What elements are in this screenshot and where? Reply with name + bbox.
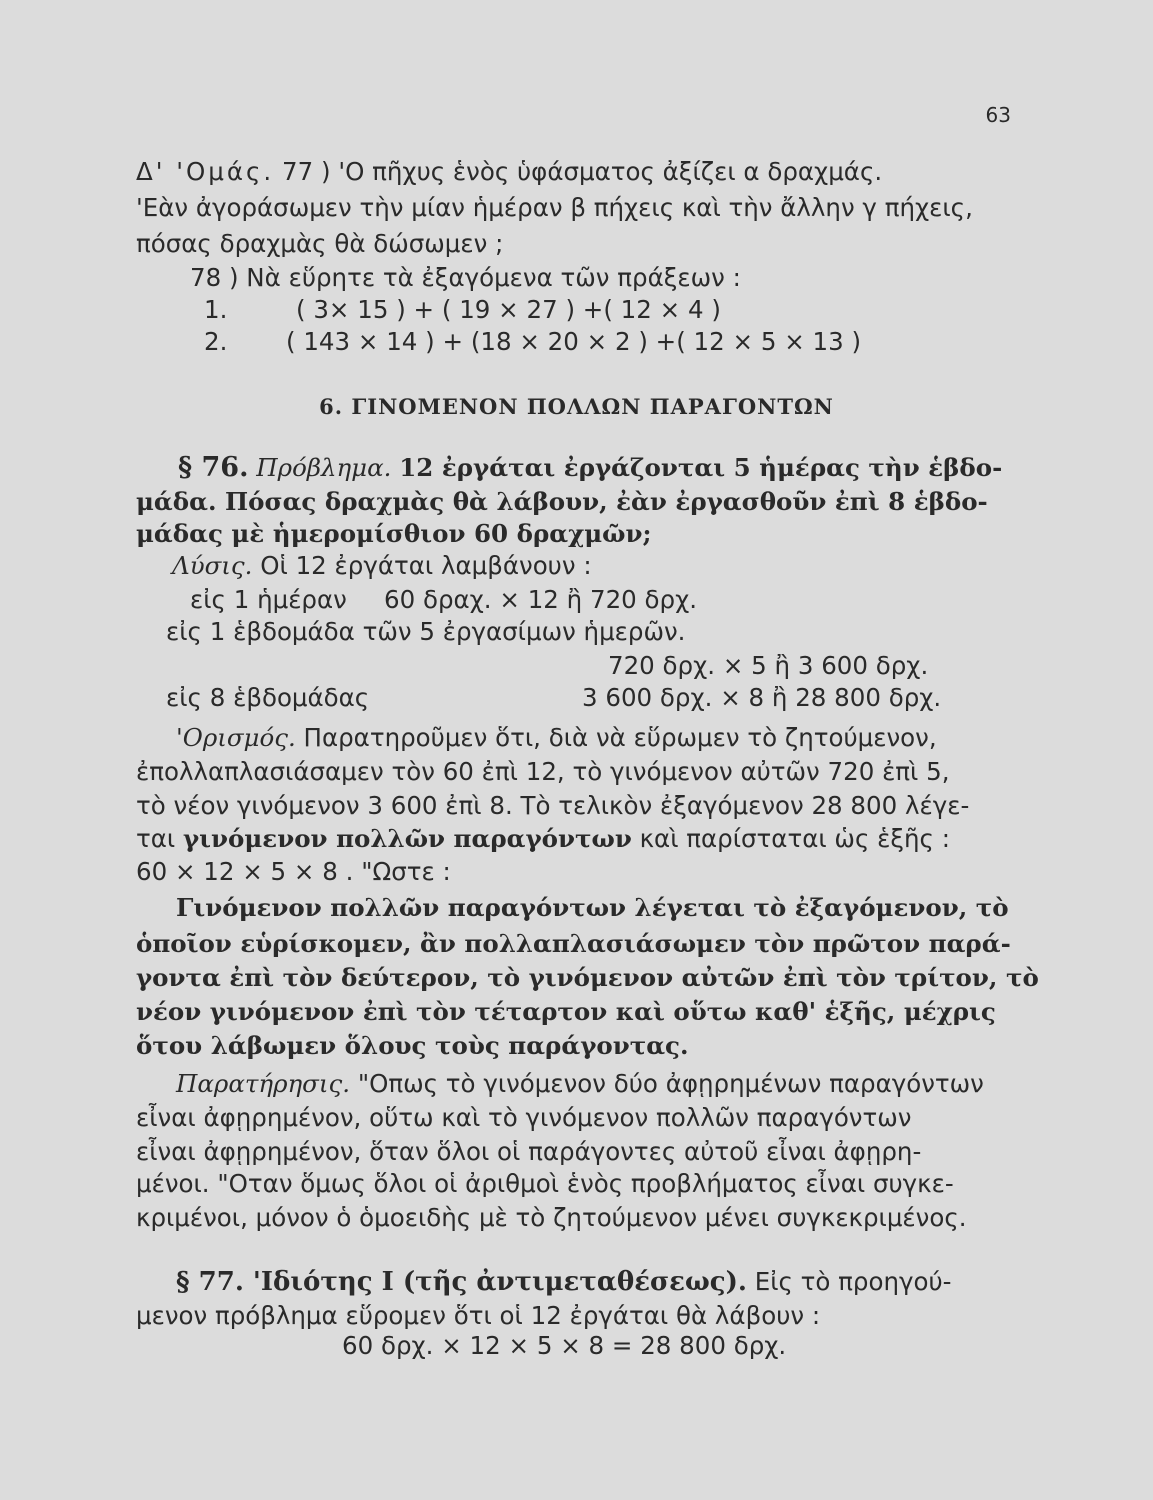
page-number: 63	[985, 103, 1011, 127]
exercise-78-2-expression: ( 143 × 14 ) + (18 × 20 × 2 ) +( 12 × 5 × 13 )	[286, 327, 862, 356]
group-label: Δ' 'Ομάς.	[136, 157, 275, 186]
definition-line2: ἐπολλαπλασιάσαμεν τὸν 60 ἐπὶ 12, τὸ γινόμενον αὐτῶν 720 ἐπὶ 5,	[136, 757, 950, 786]
exercise-77-number: 77 )	[282, 157, 331, 186]
definition-text-1: Παρατηροῦμεν ὅτι, διὰ νὰ εὕρωμεν τὸ ζητούμενον,	[303, 723, 937, 752]
s77-line3: 60 δρχ. × 12 × 5 × 8 = 28 800 δρχ.	[342, 1331, 787, 1360]
exercise-78-1-expression: ( 3× 15 ) + ( 19 × 27 ) +( 12 × 4 )	[296, 295, 721, 324]
row1-calc: 60 δραχ. × 12 ἢ 720 δρχ.	[384, 585, 698, 614]
problem-line2: μάδα. Πόσας δραχμὰς θὰ λάβουν, ἐὰν ἐργασθοῦν ἐπὶ 8 ἑβδο-	[136, 487, 988, 516]
definition-line5: 60 × 12 × 5 × 8 . "Ωστε :	[136, 857, 451, 886]
problem-line3: μάδας μὲ ἡμερομίσθιον 60 δραχμῶν;	[136, 519, 652, 548]
solution-word: Λύσις.	[172, 551, 253, 580]
s77-text-1: Εἰς τὸ προηγού-	[754, 1267, 952, 1296]
rule-line3: γοντα ἐπὶ τὸν δεύτερον, τὸ γινόμενον αὐτῶν ἐπὶ τὸν τρίτον, τὸ	[136, 963, 1039, 992]
s77-label: § 77. 'Ιδιότης Ι (τῆς ἀντιμεταθέσεως).	[176, 1267, 747, 1297]
remark-text-1: "Οπως τὸ γινόμενον δύο ἀφῃρημένων παραγόντων	[357, 1069, 984, 1098]
definition-word: 'Ορισμός.	[176, 723, 296, 752]
definition-line4	[136, 823, 950, 855]
row4-calc: 3 600 δρχ. × 8 ἢ 28 800 δρχ.	[582, 683, 942, 712]
exercise-77-line3: πόσας δραχμὰς θὰ δώσωμεν ;	[136, 229, 504, 258]
exercise-78: 78 ) Νὰ εὕρητε τὰ ἐξαγόμενα τῶν πράξεων :	[190, 263, 741, 292]
exercise-77-text: 'Ο πῆχυς ἑνὸς ὑφάσματος ἀξίζει α δραχμάς.	[338, 157, 883, 186]
definition-line1	[176, 722, 937, 754]
remark-line1	[176, 1068, 984, 1100]
solution-line	[172, 550, 592, 582]
exercise-77-line2: 'Εὰν ἀγοράσωμεν τὴν μίαν ἡμέραν β πήχεις καὶ τὴν ἄλλην γ πήχεις,	[136, 193, 973, 222]
remark-line4: μένοι. "Οταν ὅμως ὅλοι οἱ ἀριθμοὶ ἑνὸς προβλήματος εἶναι συγκε-	[136, 1169, 954, 1198]
problem-line1: 12 ἐργάται ἐργάζονται 5 ἡμέρας τὴν ἑβδο-	[399, 453, 1003, 482]
rule-line2: ὁποῖον εὑρίσκομεν, ἂν πολλαπλασιάσωμεν τὸν πρῶτον παρά-	[136, 929, 1011, 958]
row4-label: εἰς 8 ἑβδομάδας	[166, 683, 370, 712]
row2-label: εἰς 1 ἑβδομάδα τῶν 5 ἐργασίμων ἡμερῶν.	[166, 617, 686, 646]
section-title: 6. ΓΙΝΟΜΕΝΟΝ ΠΟΛΛΩΝ ΠΑΡΑΓΟΝΤΩΝ	[319, 394, 834, 419]
remark-line2: εἶναι ἀφῃρημένον, οὕτω καὶ τὸ γινόμενον πολλῶν παραγόντων	[136, 1103, 912, 1132]
row3-calc: 720 δρχ. × 5 ἢ 3 600 δρχ.	[608, 651, 929, 680]
row1-label: εἰς 1 ἡμέραν	[190, 585, 347, 614]
exercise-78-2-number: 2.	[204, 327, 228, 356]
remark-line3: εἶναι ἀφῃρημένον, ὅταν ὅλοι οἱ παράγοντες αὐτοῦ εἶναι ἀφῃρη-	[136, 1137, 922, 1166]
remark-word: Παρατήρησις.	[176, 1069, 351, 1098]
remark-line5: κριμένοι, μόνον ὁ ὁμοειδὴς μὲ τὸ ζητούμενον μένει συγκεκριμένος.	[136, 1203, 967, 1232]
s77-line1	[176, 1266, 952, 1298]
definition-line3: τὸ νέον γινόμενον 3 600 ἐπὶ 8. Τὸ τελικὸν ἐξαγόμενον 28 800 λέγε-	[136, 791, 970, 820]
rule-line4: νέον γινόμενον ἐπὶ τὸν τέταρτον καὶ οὕτω καθ' ἑξῆς, μέχρις	[136, 997, 996, 1026]
definition-text-4b: καὶ παρίσταται ὡς ἑξῆς :	[639, 824, 950, 853]
definition-text-4a: ται	[136, 824, 176, 853]
exercise-77-line1	[136, 156, 882, 188]
rule-line5: ὅτου λάβωμεν ὅλους τοὺς παράγοντας.	[136, 1031, 689, 1060]
solution-text: Οἱ 12 ἐργάται λαμβάνουν :	[260, 551, 592, 580]
s76-label: § 76.	[178, 452, 249, 483]
rule-line1: Γινόμενον πολλῶν παραγόντων λέγεται τὸ ἐξαγόμενον, τὸ	[176, 893, 1009, 922]
s76-line1	[178, 452, 1002, 484]
problem-word: Πρόβλημα.	[256, 453, 392, 482]
definition-term: γινόμενον πολλῶν παραγόντων	[183, 824, 632, 853]
exercise-78-1-number: 1.	[204, 295, 228, 324]
s77-line2: μενον πρόβλημα εὕρομεν ὅτι οἱ 12 ἐργάται θὰ λάβουν :	[136, 1301, 821, 1330]
